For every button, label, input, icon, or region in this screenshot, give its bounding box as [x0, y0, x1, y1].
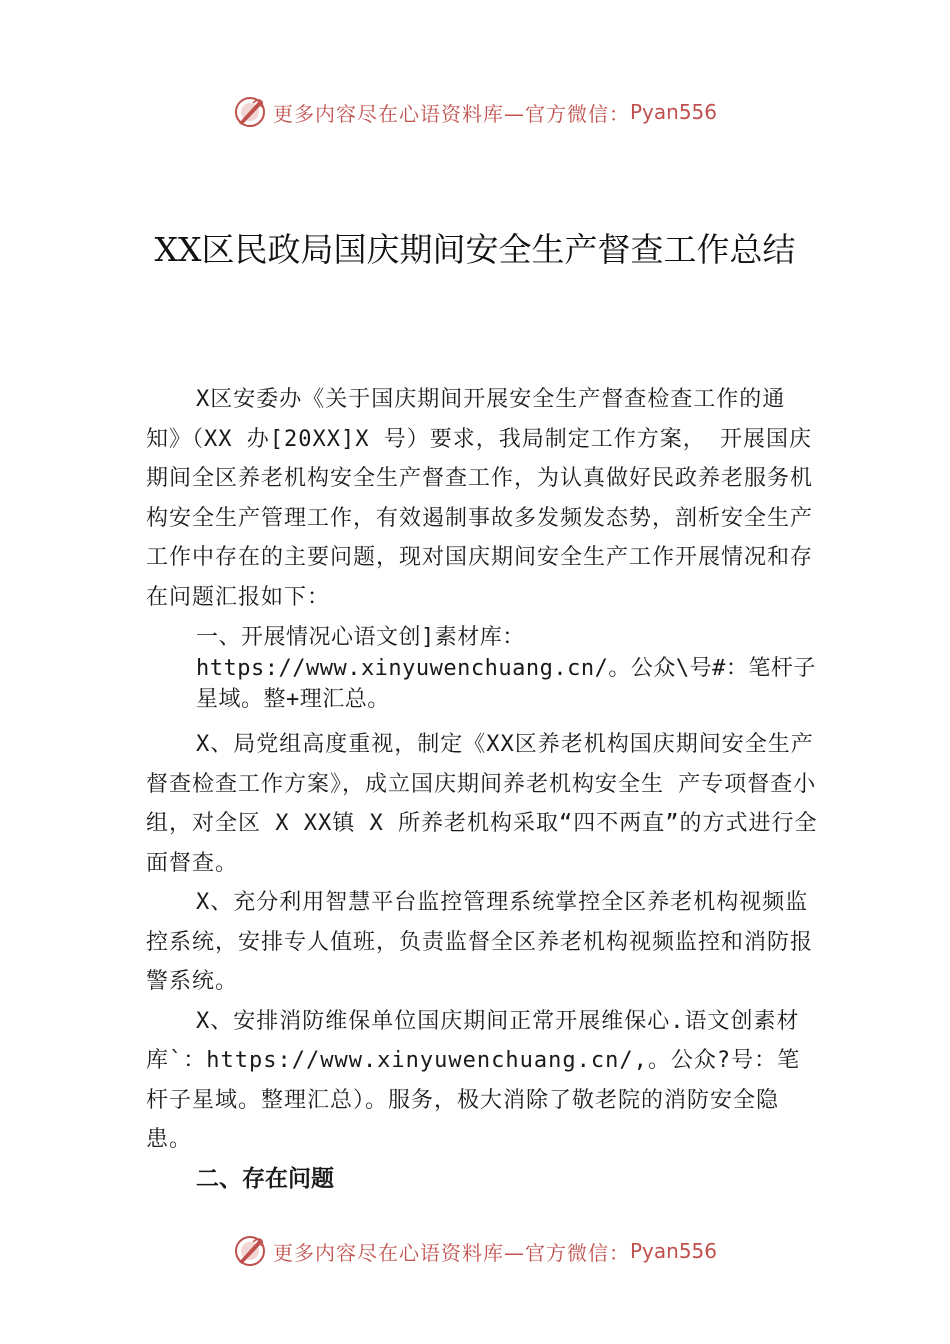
item-3: X、安排消防维保单位国庆期间正常开展维保心.语文创素材库`：https://www.xinyuwenchuang.cn/,。公众?号：笔杆子星域。整理汇总）。服务，极大消除了敬老院的消防安全隐患。	[146, 1008, 801, 1152]
quill-seal-icon	[233, 95, 267, 129]
wechat-id: Pyan556	[629, 100, 717, 124]
banner-slogan: 更多内容尽在心语资料库—官方微信：	[272, 101, 630, 126]
section2-heading: 二、存在问题	[196, 1166, 334, 1192]
quill-seal-icon	[233, 1234, 267, 1268]
intro-block	[146, 380, 818, 617]
banner-slogan: 更多内容尽在心语资料库—官方微信：	[272, 1240, 630, 1265]
wechat-id: Pyan556	[629, 1239, 717, 1263]
item-1: X、局党组高度重视，制定《XX区养老机构国庆期间安全生产督查检查工作方案》，成立国庆期间养老机构安全生 产专项督查小组，对全区 X XX镇 X 所养老机构采取“四不两直”的方式进行全面督查。	[146, 732, 818, 876]
section1-block	[146, 622, 818, 715]
section1-heading: 一、开展情况心语文创]素材库：https://www.xinyuwenchuang.cn/。公众\号#：笔杆子星域。整+理汇总。	[196, 625, 816, 712]
document-title: XX区民政局国庆期间安全生产督查工作总结	[154, 230, 796, 269]
items-block	[146, 725, 818, 1160]
header-banner	[0, 95, 950, 129]
item-2: X、充分利用智慧平台监控管理系统掌控全区养老机构视频监控系统，安排专人值班，负责监督全区养老机构视频监控和消防报警系统。	[146, 890, 814, 994]
intro-paragraph: X区安委办《关于国庆期间开展安全生产督查检查工作的通知》（XX 办[20XX]X 号）要求，我局制定工作方案， 开展国庆期间全区养老机构安全生产督查工作，为认真做好民政养老服务机构安全生产管理工作，有效遏制事故多发频发态势，剖析安全生产工作中存在的主要问题，现对国庆期间安全生产工作开展情况和存在问题汇报如下：	[146, 387, 814, 610]
footer-banner	[0, 1234, 950, 1268]
